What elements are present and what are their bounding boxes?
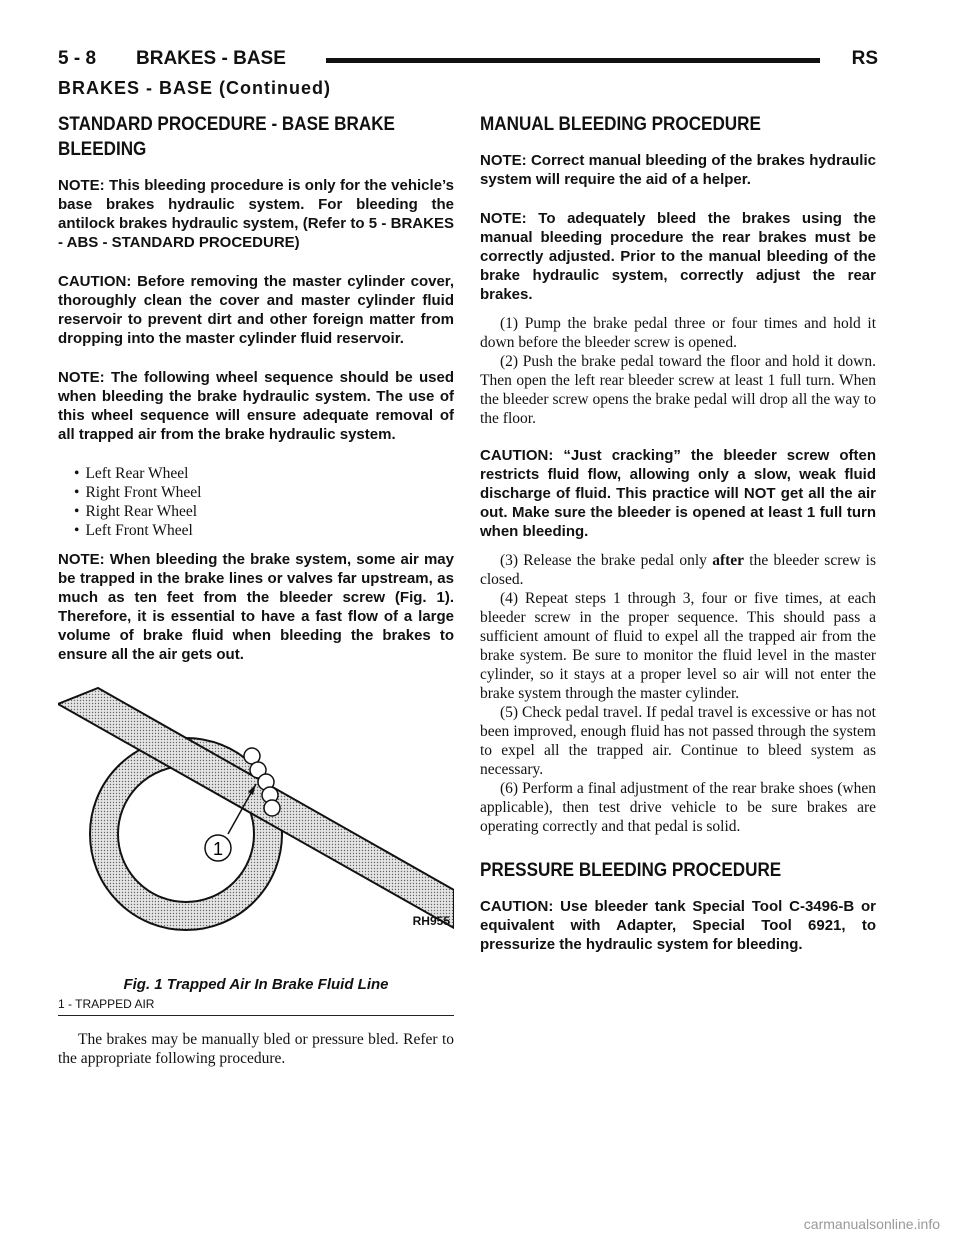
section-title: BRAKES - BASE [136, 48, 286, 69]
header-rule [326, 58, 820, 63]
figure-caption: Fig. 1 Trapped Air In Brake Fluid Line [123, 976, 389, 993]
continued-title: BRAKES - BASE (Continued) [58, 78, 331, 98]
step-3-text: (3) Release the brake pedal only [500, 552, 713, 569]
list-item: • Right Rear Wheel [74, 502, 454, 521]
watermark: carmanualsonline.info [803, 1216, 940, 1232]
step-4: (4) Repeat steps 1 through 3, four or five times, at each bleeder screw in the proper sequence. This should pass a sufficient amount of fluid to expel all the trapped air from the brake system. Be sure to monitor the fluid level in the master cylinder, so it stays at a proper level so air will not enter the brake system through the master cylinder. [480, 590, 876, 702]
page-number: 5 - 8 [58, 48, 97, 69]
step-3-emphasis: after [712, 552, 745, 569]
page-header [58, 46, 878, 76]
wheel-sequence-list [74, 464, 454, 540]
heading-pressure-bleeding: PRESSURE BLEEDING PROCEDURE [480, 860, 782, 881]
caution-pressure-tool: CAUTION: Use bleeder tank Special Tool C-3496-B or equivalent with Adapter, Special Tool 6921, to pressurize the hydraulic system for bleeding. [480, 898, 876, 953]
note-adjust-rear: NOTE: To adequately bleed the brakes using the manual bleeding procedure the rear brakes must be correctly adjusted. Prior to the manual bleeding of the brake hydraulic system, correctly adjust the rear brakes. [480, 210, 876, 303]
step-5: (5) Check pedal travel. If pedal travel is excessive or has not been improved, enough fluid has not passed through the system to expel all the trapped air. Continue to bleed system as necessary. [480, 704, 876, 778]
note-base-only: NOTE: This bleeding procedure is only for the vehicle’s base brakes hydraulic system. For bleeding the antilock brakes hydraulic system, (Refer to 5 - BRAKES - ABS - STANDARD PROCEDURE) [58, 177, 454, 251]
figure-legend: 1 - TRAPPED AIR [58, 997, 454, 1016]
callout-number: 1 [212, 839, 224, 859]
step-3 [480, 551, 876, 589]
brake-line-illustration [58, 684, 454, 974]
step-2: (2) Push the brake pedal toward the floor and hold it down. Then open the left rear bleeder screw at least 1 full turn. When the bleeder screw opens the brake pedal will drop all the way to the floor. [480, 353, 876, 427]
note-helper: NOTE: Correct manual bleeding of the brakes hydraulic system will require the aid of a helper. [480, 152, 876, 188]
step-6: (6) Perform a final adjustment of the rear brake shoes (when applicable), then test drive vehicle to be sure brakes are operating correctly and that pedal is solid. [480, 780, 876, 835]
list-item: • Left Rear Wheel [74, 464, 454, 483]
heading-standard-procedure: STANDARD PROCEDURE - BASE BRAKE BLEEDING [58, 114, 395, 160]
caution-just-cracking: CAUTION: “Just cracking” the bleeder screw often restricts fluid flow, allowing only a slow, weak fluid discharge of fluid. This practice will NOT get all the air out. Make sure the bleeder is opened at least 1 full turn when bleeding. [480, 447, 876, 540]
figure-trapped-air [58, 684, 454, 974]
caution-clean-reservoir: CAUTION: Before removing the master cylinder cover, thoroughly clean the cover and master cylinder fluid reservoir to prevent dirt and other foreign matter from dropping into the master cylinder fluid reservoir. [58, 273, 454, 347]
left-column [58, 112, 454, 1068]
list-item: • Left Front Wheel [74, 521, 454, 540]
note-trapped-air: NOTE: When bleeding the brake system, some air may be trapped in the brake lines or valves far upstream, as much as ten feet from the bleeder screw (Fig. 1). Therefore, it is essential to have a fast flow of a large volume of brake fluid when bleeding the brakes to ensure all the air gets out. [58, 551, 454, 663]
bleed-methods-intro: The brakes may be manually bled or pressure bled. Refer to the appropriate following procedure. [58, 1031, 454, 1067]
heading-manual-bleeding: MANUAL BLEEDING PROCEDURE [480, 114, 761, 135]
figure-tag: RH955 [412, 914, 450, 928]
model-code: RS [851, 48, 878, 69]
step-1: (1) Pump the brake pedal three or four times and hold it down before the bleeder screw is opened. [480, 315, 876, 351]
note-wheel-sequence: NOTE: The following wheel sequence should be used when bleeding the brake hydraulic system. The use of this wheel sequence will ensure adequate removal of all trapped air from the brake hydraulic system. [58, 369, 454, 443]
step-3-text-end: the bleeder screw is closed. [480, 552, 877, 588]
right-column [480, 112, 876, 974]
list-item: • Right Front Wheel [74, 483, 454, 502]
